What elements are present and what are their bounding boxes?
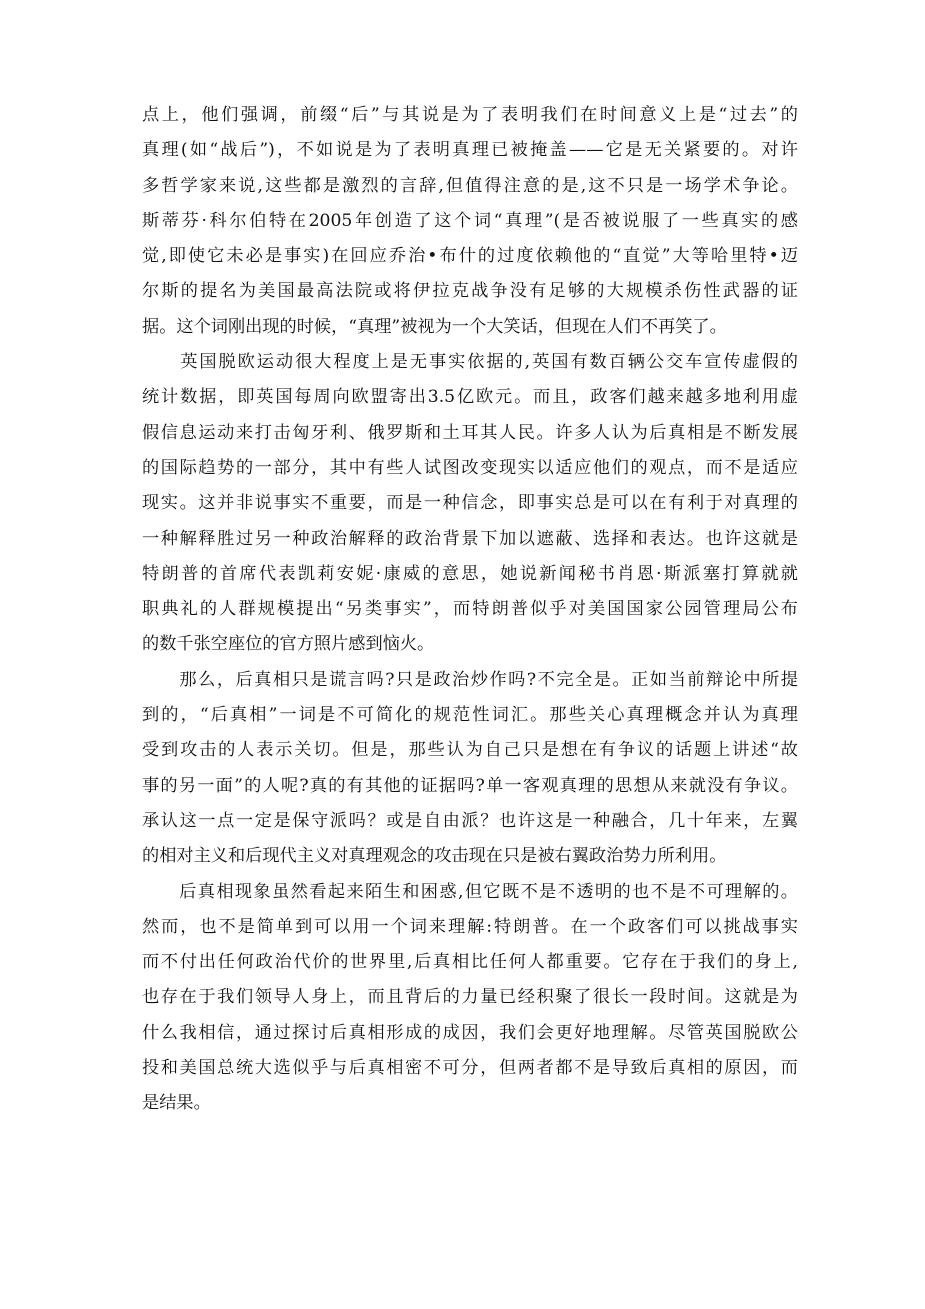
text-line: 而不付出任何政治代价的世界里,后真相比任何人都重要。它存在于我们的身上,	[142, 952, 798, 973]
text-line: 觉,即使它未必是事实)在回应乔治•布什的过度依赖他的“直觉”大等哈里特•迈	[142, 246, 798, 267]
text-line: 然而，也不是简单到可以用一个词来理解:特朗普。在一个政客们可以挑战事实	[142, 916, 798, 937]
paragraph-2	[142, 345, 798, 663]
text-line: 职典礼的人群规模提出“另类事实”，而特朗普似乎对美国国家公园管理局公布	[142, 599, 798, 620]
text-line: 特朗普的首席代表凯莉安妮·康威的意思，她说新闻秘书肖恩·斯派塞打算就就	[142, 563, 798, 584]
text-line: 事的另一面”的人呢?真的有其他的证据吗?单一客观真理的思想从来就没有争议。	[142, 775, 798, 796]
text-line: 斯蒂芬·科尔伯特在2005年创造了这个词“真理”(是否被说服了一些真实的感	[142, 210, 798, 231]
paragraph-3	[142, 663, 798, 875]
paragraph-4	[142, 875, 798, 1122]
text-line: 受到攻击的人表示关切。但是，那些认为自己只是想在有争议的话题上讲述“故	[142, 740, 798, 761]
text-line: 投和美国总统大选似乎与后真相密不可分，但两者都不是导致后真相的原因，而	[142, 1058, 798, 1079]
text-line: 的国际趋势的一部分，其中有些人试图改变现实以适应他们的观点，而不是适应	[142, 457, 798, 478]
text-line: 尔斯的提名为美国最高法院或将伊拉克战争没有足够的大规模杀伤性武器的证	[142, 281, 798, 302]
text-line: 英国脱欧运动很大程度上是无事实依据的,英国有数百辆公交车宣传虚假的	[142, 352, 798, 373]
text-line: 真理(如“战后”)，不如说是为了表明真理已被掩盖——它是无关紧要的。对许	[142, 140, 798, 161]
text-line: 一种解释胜过另一种政治解释的政治背景下加以遮蔽、选择和表达。也许这就是	[142, 528, 798, 549]
text-line: 是结果。	[142, 1093, 211, 1114]
text-line: 的数千张空座位的官方照片感到恼火。	[142, 634, 435, 655]
text-line: 多哲学家来说,这些都是激烈的言辞,但值得注意的是,这不只是一场学术争论。	[142, 175, 798, 196]
text-line: 什么我相信，通过探讨后真相形成的成因，我们会更好地理解。尽管英国脱欧公	[142, 1022, 798, 1043]
text-line: 到的，“后真相”一词是不可简化的规范性词汇。那些关心真理概念并认为真理	[142, 705, 798, 726]
text-line: 也存在于我们领导人身上，而且背后的力量已经积聚了很长一段时间。这就是为	[142, 987, 798, 1008]
text-line: 统计数据，即英国每周向欧盟寄出3.5亿欧元。而且，政客们越来越多地利用虚	[142, 387, 798, 408]
document-page	[142, 98, 798, 1122]
text-line: 现实。这并非说事实不重要，而是一种信念，即事实总是可以在有利于对真理的	[142, 493, 798, 514]
text-line: 后真相现象虽然看起来陌生和困惑,但它既不是不透明的也不是不可理解的。	[142, 881, 798, 902]
text-line: 点上，他们强调，前缀“后”与其说是为了表明我们在时间意义上是“过去”的	[142, 105, 798, 125]
paragraph-1	[142, 98, 798, 345]
text-line: 承认这一点一定是保守派吗？或是自由派？也许这是一种融合，几十年来，左翼	[142, 810, 798, 831]
text-line: 据。这个词刚出现的时候，“真理”被视为一个大笑话，但现在人们不再笑了。	[142, 316, 727, 337]
text-line: 假信息运动来打击匈牙利、俄罗斯和土耳其人民。许多人认为后真相是不断发展	[142, 422, 798, 443]
text-line: 的相对主义和后现代主义对真理观念的攻击现在只是被右翼政治势力所利用。	[142, 846, 727, 867]
text-line: 那么，后真相只是谎言吗?只是政治炒作吗?不完全是。正如当前辩论中所提	[142, 669, 798, 690]
